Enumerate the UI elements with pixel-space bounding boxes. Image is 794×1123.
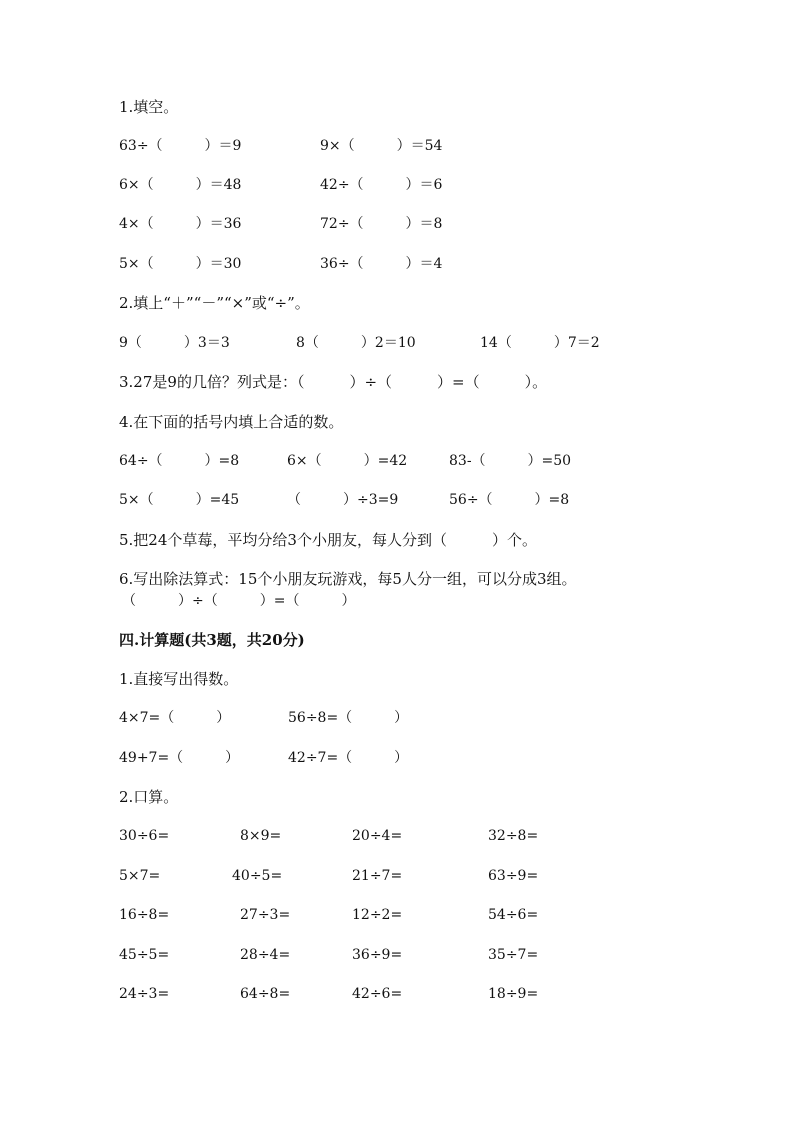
q3-text: 3.27是9的几倍？列式是：（ ）÷（ ）=（ ）。	[119, 373, 548, 391]
c2-r3-c2: 27÷3=	[240, 907, 291, 923]
q6-blank: （ ）÷（ ）=（ ）	[122, 593, 356, 609]
q2-item-1: 9（ ）3＝3	[119, 335, 230, 351]
q2-item-2: 8（ ）2＝10	[296, 335, 416, 351]
c1-r2-left: 49+7=（ ）	[119, 750, 240, 766]
c2-r1-c3: 20÷4=	[352, 828, 403, 844]
c2-r5-c4: 18÷9=	[488, 986, 539, 1002]
q4-r1-c3: 83-（ ）=50	[449, 453, 572, 469]
c1-r1-left: 4×7=（ ）	[119, 710, 231, 726]
q4-title: 4.在下面的括号内填上合适的数。	[119, 413, 344, 431]
c2-r3-c4: 54÷6=	[488, 907, 539, 923]
q1-r2-left: 6×（ ）＝48	[119, 177, 242, 193]
c2-r4-c1: 45÷5=	[119, 947, 170, 963]
q1-r3-left: 4×（ ）＝36	[119, 216, 242, 232]
c2-r2-c3: 21÷7=	[352, 868, 403, 884]
q1-r2-right: 42÷（ ）＝6	[320, 177, 443, 193]
q4-r2-c1: 5×（ ）=45	[119, 492, 240, 508]
c2-title: 2.口算。	[119, 788, 179, 806]
c2-r5-c2: 64÷8=	[240, 986, 291, 1002]
q1-title: 1.填空。	[119, 98, 179, 116]
c1-r1-right: 56÷8=（ ）	[288, 710, 409, 726]
q2-item-3: 14（ ）7＝2	[480, 335, 600, 351]
c2-r2-c1: 5×7=	[119, 868, 161, 884]
q4-r2-c2: （ ）÷3=9	[287, 492, 399, 508]
q4-r2-c3: 56÷（ ）=8	[449, 492, 570, 508]
c1-r2-right: 42÷7=（ ）	[288, 750, 409, 766]
c2-r2-c2: 40÷5=	[232, 868, 283, 884]
c1-title: 1.直接写出得数。	[119, 670, 239, 688]
c2-r4-c3: 36÷9=	[352, 947, 403, 963]
q1-r3-right: 72÷（ ）＝8	[320, 216, 443, 232]
q6-text: 6.写出除法算式：15个小朋友玩游戏，每5人分一组，可以分成3组。	[119, 570, 577, 588]
c2-r5-c1: 24÷3=	[119, 986, 170, 1002]
q2-title: 2.填上“＋”“－”“×”或“÷”。	[119, 294, 310, 312]
section4-title: 四.计算题(共3题，共20分)	[119, 631, 305, 649]
c2-r3-c1: 16÷8=	[119, 907, 170, 923]
q1-r1-right: 9×（ ）＝54	[320, 138, 443, 154]
q1-r4-right: 36÷（ ）＝4	[320, 256, 443, 272]
c2-r4-c2: 28÷4=	[240, 947, 291, 963]
q1-r4-left: 5×（ ）＝30	[119, 256, 242, 272]
c2-r1-c2: 8×9=	[240, 828, 282, 844]
c2-r2-c4: 63÷9=	[488, 868, 539, 884]
c2-r4-c4: 35÷7=	[488, 947, 539, 963]
q5-text: 5.把24个草莓，平均分给3个小朋友，每人分到（ ）个。	[119, 531, 537, 549]
q1-r1-left: 63÷（ ）＝9	[119, 138, 242, 154]
c2-r1-c1: 30÷6=	[119, 828, 170, 844]
c2-r3-c3: 12÷2=	[352, 907, 403, 923]
q4-r1-c1: 64÷（ ）=8	[119, 453, 240, 469]
c2-r5-c3: 42÷6=	[352, 986, 403, 1002]
q4-r1-c2: 6×（ ）=42	[287, 453, 408, 469]
c2-r1-c4: 32÷8=	[488, 828, 539, 844]
